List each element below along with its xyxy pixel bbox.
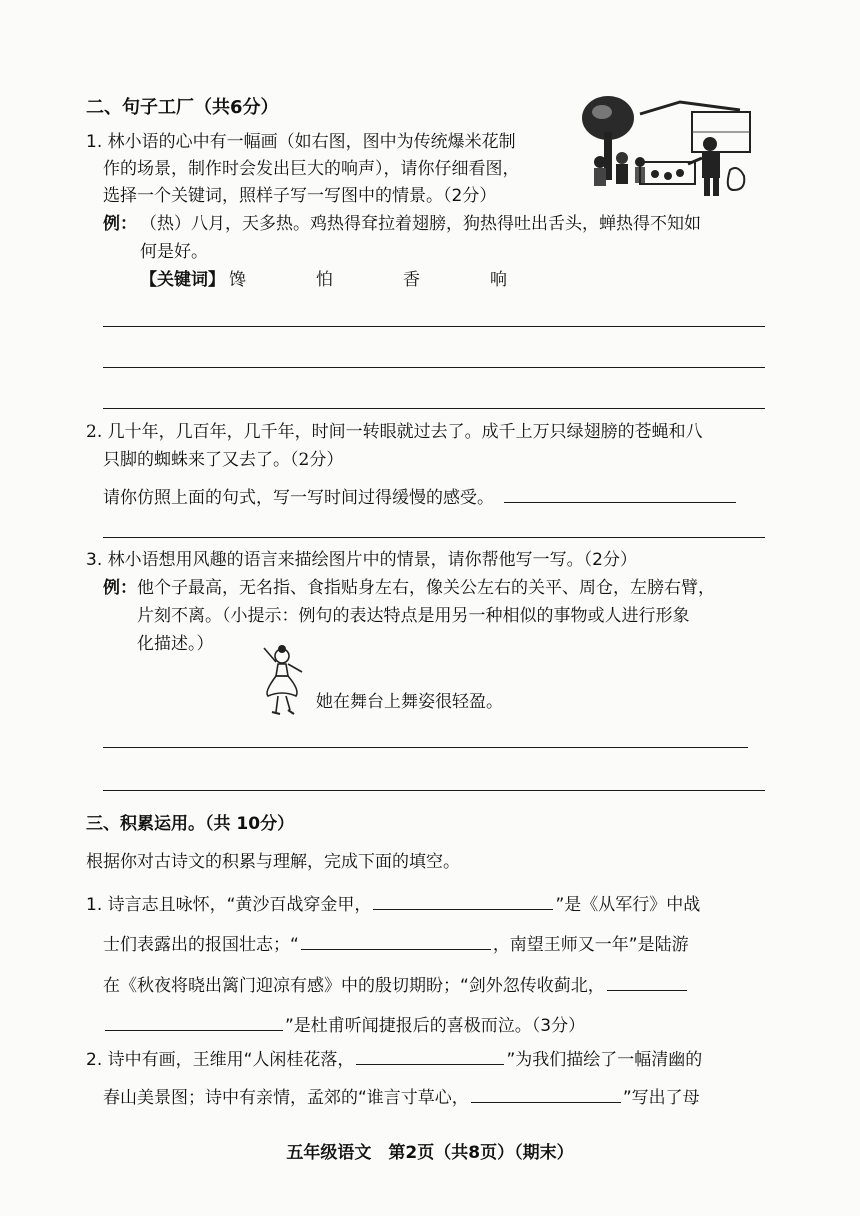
keyword-2: 怕 <box>316 270 333 290</box>
s3-q1-blank-2[interactable] <box>301 931 491 950</box>
s3-q2-text-b: ”为我们描绘了一幅清幽的 <box>506 1050 703 1070</box>
q3-example-line-2: 片刻不离。（小提示：例句的表达特点是用另一种相似的事物或人进行形象 <box>137 606 690 626</box>
q2-line-2: 只脚的蜘蛛来了又去了。（2分） <box>103 450 344 470</box>
s3-q1-text-a: 1. 诗言志且咏怀，“黄沙百战穿金甲， <box>86 895 372 915</box>
section-3-title: 三、积累运用。（共 10分） <box>86 814 295 834</box>
s3-q1-line-1 <box>86 891 700 917</box>
q1-line-3: 选择一个关键词，照样子写一写图中的情景。（2分） <box>103 186 497 206</box>
q3-example-line-1: 他个子最高，无名指、食指贴身左右，像关公左右的关平、周仓，左膀右臂， <box>137 578 715 598</box>
q3-answer-line-2[interactable] <box>103 790 765 791</box>
q3-caption: 她在舞台上舞姿很轻盈。 <box>316 692 503 712</box>
q2-answer-blank-1[interactable] <box>504 484 736 503</box>
q1-keywords-row <box>140 268 577 292</box>
s3-q2-line-1 <box>86 1046 702 1072</box>
s3-q1-text-b: ”是《从军行》中战 <box>555 895 701 915</box>
q1-example-line-1: （热）八月，天多热。鸡热得耷拉着翅膀，狗热得吐出舌头，蝉热得不知如 <box>140 214 701 234</box>
q1-line-2: 作的场景，制作时会发出巨大的响声），请你仔细看图， <box>103 159 520 179</box>
q2-line-1: 2. 几十年，几百年，几千年，时间一转眼就过去了。成千上万只绿翅膀的苍蝇和八 <box>86 422 703 442</box>
s3-q1-text-f: ”是杜甫听闻捷报后的喜极而泣。（3分） <box>285 1016 586 1036</box>
q1-example-line-2: 何是好。 <box>140 242 208 262</box>
s3-q2-text-c: 春山美景图；诗中有亲情，孟郊的“谁言寸草心， <box>103 1088 469 1108</box>
s3-q2-blank-2[interactable] <box>471 1084 621 1103</box>
page-footer: 五年级语文 第2页（共8页）（期末） <box>286 1143 574 1163</box>
s3-q1-blank-3b[interactable] <box>105 1012 283 1031</box>
s3-q1-blank-1[interactable] <box>373 891 553 910</box>
s3-q1-line-4 <box>103 1012 585 1038</box>
q2-prompt: 请你仿照上面的句式，写一写时间过得缓慢的感受。 <box>103 488 494 508</box>
s3-q1-blank-3a[interactable] <box>607 972 687 991</box>
q3-example-line-3: 化描述。） <box>137 634 214 654</box>
s3-q2-line-2 <box>103 1084 700 1110</box>
q3-example-label: 例： <box>103 578 137 598</box>
s3-q2-text-d: ”写出了母 <box>622 1088 700 1108</box>
q1-example-label: 例： <box>103 214 137 234</box>
s3-q2-text-a: 2. 诗中有画，王维用“人闲桂花落， <box>86 1050 355 1070</box>
s3-q2-blank-1[interactable] <box>356 1046 504 1065</box>
popcorn-scene-illustration <box>580 92 755 202</box>
s3-q1-text-e: 在《秋夜将晓出篱门迎凉有感》中的殷切期盼；“剑外忽传收蓟北， <box>103 976 605 996</box>
q1-answer-line-1[interactable] <box>103 326 765 327</box>
q3-line-1: 3. 林小语想用风趣的语言来描绘图片中的情景，请你帮他写一写。（2分） <box>86 550 637 570</box>
dancer-illustration <box>258 644 308 720</box>
section-3-intro: 根据你对古诗文的积累与理解，完成下面的填空。 <box>86 852 460 872</box>
s3-q1-text-d: ，南望王师又一年”是陆游 <box>492 935 689 955</box>
q2-prompt-row <box>103 484 738 510</box>
section-2-title: 二、句子工厂（共6分） <box>86 97 279 118</box>
keyword-3: 香 <box>403 270 420 290</box>
keyword-1: 馋 <box>229 270 246 290</box>
q1-answer-line-3[interactable] <box>103 408 765 409</box>
keyword-4: 响 <box>490 270 507 290</box>
s3-q1-text-c: 士们表露出的报国壮志；“ <box>103 935 299 955</box>
q3-answer-line-1[interactable] <box>103 747 748 748</box>
q1-answer-line-2[interactable] <box>103 367 765 368</box>
q2-answer-line-2[interactable] <box>103 537 765 538</box>
s3-q1-line-2 <box>103 931 689 957</box>
s3-q1-line-3 <box>103 972 689 998</box>
q1-line-1: 1. 林小语的心中有一幅画（如右图，图中为传统爆米花制 <box>86 132 516 152</box>
keywords-label: 【关键词】 <box>140 270 225 290</box>
